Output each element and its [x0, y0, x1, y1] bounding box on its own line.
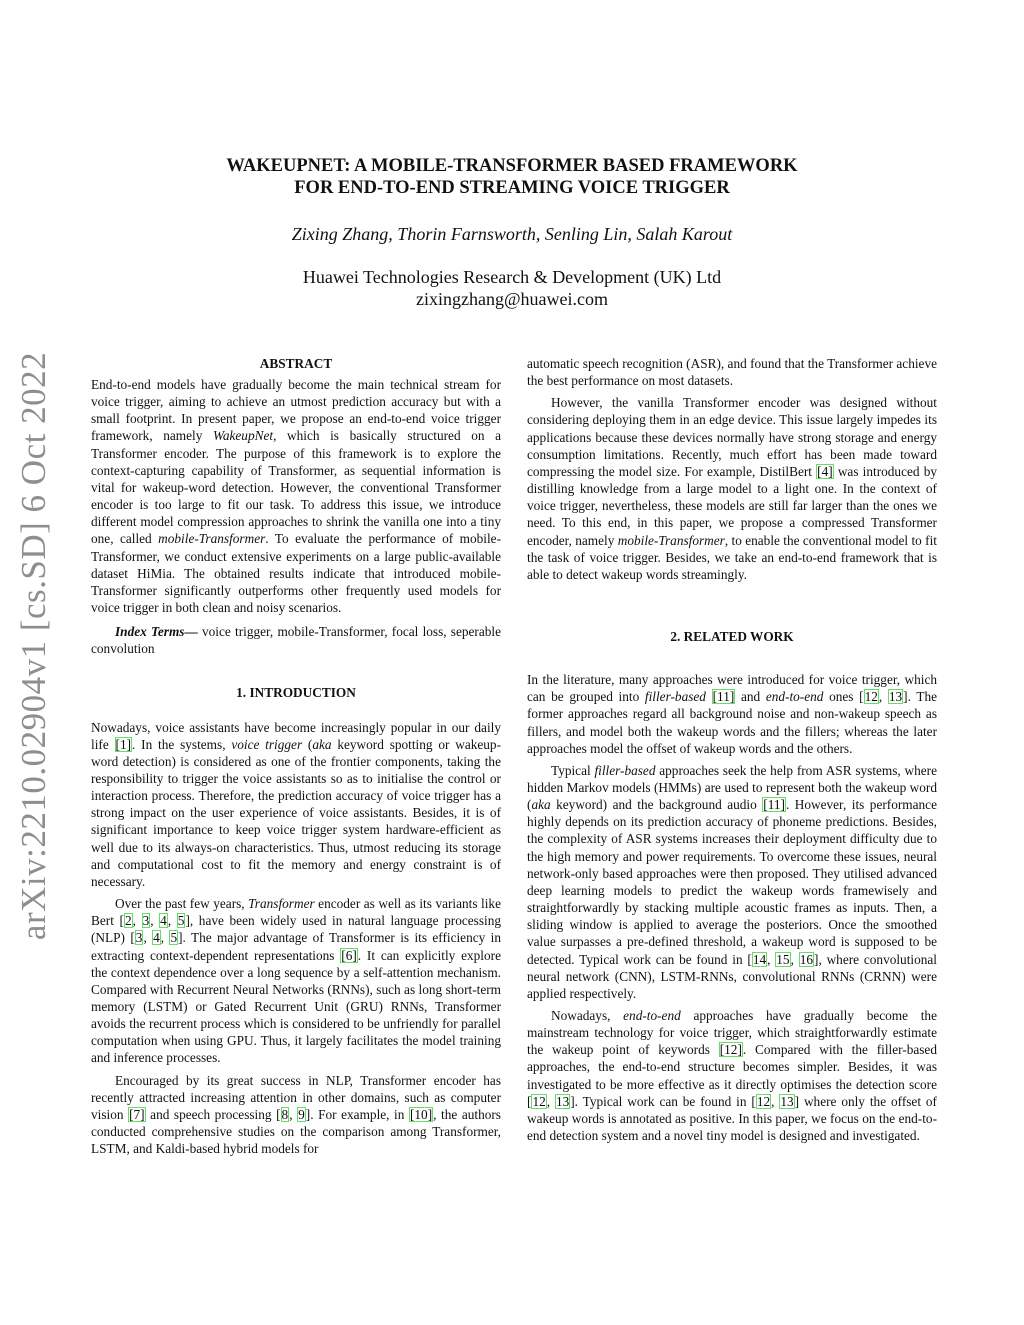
citation-link[interactable]: [6]	[341, 947, 357, 963]
arxiv-stamp-text: arXiv:2210.02904v1 [cs.SD] 6 Oct 2022	[14, 351, 53, 941]
title-line-1: WAKEUPNET: A MOBILE-TRANSFORMER BASED FRAMEWORK	[226, 156, 798, 176]
intro-paragraph-3-continued: automatic speech recognition (ASR), and found that the Transformer achieve the best performance on most datasets.	[527, 356, 937, 389]
citation-link[interactable]: [12]	[719, 1042, 742, 1058]
citation-link[interactable]: 9	[298, 1106, 305, 1122]
citation-link[interactable]: 13	[555, 1093, 570, 1109]
paper-title	[150, 155, 874, 199]
citation-link[interactable]: 5	[177, 913, 185, 929]
citation-link[interactable]: 15	[776, 951, 790, 967]
citation-link[interactable]: [4]	[817, 463, 833, 479]
abstract-text: End-to-end models have gradually become the main technical stream for voice trigger, aiming to achieve an utmost prediction accuracy but with a small footprint. In present paper, we propose an end-to-end voice trigger framework, namely WakeupNet, which is basically structured on a Transformer encoder. The purpose of this framework is to explore the context-capturing capability of Transformer, as sequential information is vital for wakeup-word detection. However, the conventional Transformer encoder is too large to fit our task. To address this issue, we introduce different model compression approaches to shrink the vanilla one into a tiny one, called mobile-Transformer. To evaluate the performance of mobile-Transformer, we conduct extensive experiments on a large public-available dataset HiMia. The obtained results indicate that introduced mobile-Transformer significantly outperforms other frequently used models for voice trigger in both clean and noisy scenarios.	[91, 377, 501, 616]
title-line-2: FOR END-TO-END STREAMING VOICE TRIGGER	[294, 178, 730, 198]
citation-link[interactable]: [7]	[129, 1106, 145, 1122]
citation-link[interactable]: 12	[864, 689, 878, 705]
citation-link[interactable]: 3	[135, 930, 143, 946]
index-terms-label: Index Terms—	[115, 624, 198, 640]
citation-link[interactable]: 12	[756, 1093, 771, 1109]
citation-link[interactable]: 12	[532, 1093, 546, 1109]
intro-paragraph-3: Encouraged by its great success in NLP, Transformer encoder has recently attracted increasing attention in other domains, such as computer vision [7] and speech processing [8, 9]. For example, in [10], the authors conducted comprehensive studies on the comparison among Transformer, LSTM, and Kaldi-based hybrid models for	[91, 1072, 501, 1157]
citation-link[interactable]: 13	[780, 1093, 794, 1109]
citation-link[interactable]: 16	[799, 951, 814, 967]
citation-link[interactable]: 2	[124, 913, 132, 929]
contact-email: zixingzhang@huawei.com	[415, 289, 608, 309]
intro-paragraph-4: However, the vanilla Transformer encoder was designed without considering deploying them in an edge device. This issue largely impedes its applications because these devices normally have strong storage and energy consumption limitations. Recently, much effort has been made toward compressing the model size. For example, DistilBert [4] was introduced by distilling knowledge from a large model to a light one. In the context of voice trigger, nevertheless, these models are still far larger than the ones we need. To this end, in this paper, we propose a compressed Transformer encoder, namely mobile-Transformer, to enable the conventional model to fit the task of voice trigger. Besides, we take an end-to-end framework that is able to detect wakeup words streamingly.	[527, 395, 937, 582]
citation-link[interactable]: 3	[142, 913, 150, 929]
abstract-heading: ABSTRACT	[259, 356, 333, 371]
citation-link[interactable]: [10]	[409, 1106, 433, 1122]
section-heading-introduction: 1. INTRODUCTION	[236, 684, 356, 700]
citation-link[interactable]: [11]	[763, 797, 785, 813]
left-column	[91, 355, 501, 1157]
related-paragraph-1: In the literature, many approaches were introduced for voice trigger, which can be grouped into filler-based [11] and end-to-end ones [12, 13]. The former approaches regard all background noise and non-wakeup speech as fillers, and model both the wakeup words and the fillers; whereas the later approaches model the offset of wakeup words and the others.	[527, 672, 938, 756]
citation-link[interactable]: 14	[752, 951, 767, 967]
citation-link[interactable]: 5	[170, 930, 178, 946]
right-column	[527, 355, 937, 1144]
intro-paragraph-2: Over the past few years, Transformer encoder as well as its variants like Bert [2, 3, 4, 5], have been widely used in natural language processing (NLP) [3, 4, 5]. The major advantage of Transformer is its efficiency in extracting context-dependent representations [6]. It can explicitly explore the context dependence over a long sequence by a self-attention mechanism. Compared with Recurrent Neural Networks (RNNs), such as long short-term memory (LSTM) or Gated Recurrent Unit (GRU) RNNs, Transformer avoids the recurrent process which is considered to be unfriendly for parallel computation when using GPU. Thus, it largely facilitates the model training and inference processes.	[91, 896, 502, 1066]
citation-link[interactable]: 4	[160, 913, 167, 929]
related-paragraph-2: Typical filler-based approaches seek the help from ASR systems, where hidden Markov models (HMMs) are used to represent both the wakeup word (aka keyword) and the background audio [11]. However, its performance highly depends on its prediction accuracy of phoneme predictions. Besides, the complexity of ASR systems increases their deployment difficulty due to the high memory and power requirements. To overcome these issues, neural network-only based approaches were then proposed. They utilised advanced deep learning models to predict the wakeup words framewisely and straightforwardly by stacking multiple acoustic frames as inputs. Then, a sliding window is applied to average the posteriors. Once the smoothed value surpasses a pre-defined threshold, a wakeup word is supposed to be detected. Typical work can be found in [14, 15, 16], where convolutional neural network (CNN), LSTM-RNNs, convolutional RNNs (CRNN) were applied respectively.	[527, 762, 937, 1001]
affiliation-block	[150, 266, 874, 310]
citation-link[interactable]: 4	[153, 930, 160, 946]
citation-link[interactable]: 8	[281, 1106, 289, 1122]
author-list: Zixing Zhang, Thorin Farnsworth, Senling Lin, Salah Karout	[291, 224, 733, 244]
arxiv-identifier-stamp	[2, 351, 66, 941]
index-terms: Index Terms— voice trigger, mobile-Transformer, focal loss, seperable convolution	[91, 624, 501, 657]
citation-link[interactable]: 13	[888, 689, 903, 705]
affiliation: Huawei Technologies Research & Development (UK) Ltd	[302, 267, 722, 287]
section-heading-related-work: 2. RELATED WORK	[670, 629, 794, 645]
intro-paragraph-1: Nowadays, voice assistants have become increasingly popular in our daily life [1]. In the systems, voice trigger (aka keyword spotting or wakeup-word detection) is considered as one of the frontier components, taking the responsibility to trigger the voice assistants so as to initialise the control or interaction process. Therefore, the prediction accuracy of voice trigger has a strong impact on the user experience of voice assistants. Besides, it is of significant importance to keep voice trigger system hardware-efficient as well due to its always-on characteristics. Thus, utmost reducing its storage and computational cost to fit the memory and energy constraint is of necessary.	[91, 719, 501, 889]
citation-link[interactable]: [1]	[115, 736, 132, 752]
citation-link[interactable]: [11]	[712, 689, 735, 705]
related-paragraph-3: Nowadays, end-to-end approaches have gradually become the mainstream technology for voice trigger, which straightforwardly estimate the wakeup point of keywords [12]. Compared with the filler-based approaches, the end-to-end structure becomes simpler. Besides, it was investigated to be more effective as it directly optimises the detection score [12, 13]. Typical work can be found in [12, 13] where only the offset of wakeup words is annotated as positive. In this paper, we focus on the end-to-end detection system and a novel tiny model is designed and investigated.	[527, 1008, 937, 1144]
